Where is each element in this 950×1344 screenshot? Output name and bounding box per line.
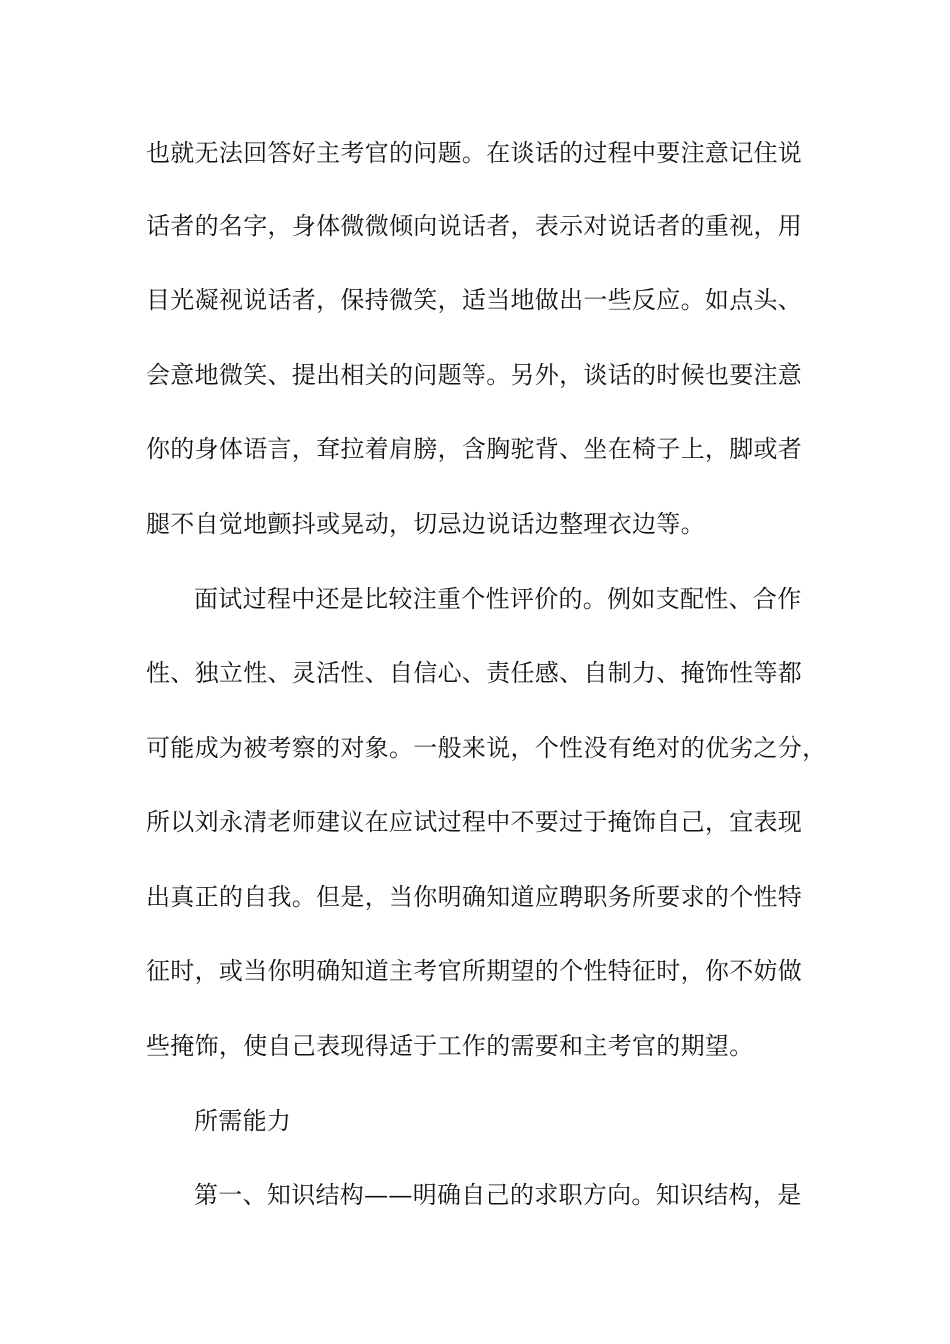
paragraph-line: 出真正的自我。但是，当你明确知道应聘职务所要求的个性特 bbox=[146, 883, 803, 911]
paragraph-line: 也就无法回答好主考官的问题。在谈话的过程中要注意记住说 bbox=[146, 139, 803, 167]
paragraph-line: 目光凝视说话者，保持微笑，适当地做出一些反应。如点头、 bbox=[146, 286, 803, 314]
paragraph-line: 征时，或当你明确知道主考官所期望的个性特征时，你不妨做 bbox=[146, 957, 803, 985]
paragraph-line: 话者的名字，身体微微倾向说话者，表示对说话者的重视，用 bbox=[146, 212, 803, 240]
paragraph-first-line: 第一、知识结构——明确自己的求职方向。知识结构，是 bbox=[194, 1181, 802, 1209]
paragraph-line: 腿不自觉地颤抖或晃动，切忌边说话边整理衣边等。 bbox=[146, 510, 705, 538]
section-heading: 所需能力 bbox=[194, 1107, 292, 1135]
paragraph-line: 你的身体语言，耷拉着肩膀，含胸驼背、坐在椅子上，脚或者 bbox=[146, 435, 803, 463]
paragraph-line: 会意地微笑、提出相关的问题等。另外，谈话的时候也要注意 bbox=[146, 361, 803, 389]
paragraph-line: 所以刘永清老师建议在应试过程中不要过于掩饰自己，宜表现 bbox=[146, 808, 803, 836]
paragraph-line: 性、独立性、灵活性、自信心、责任感、自制力、掩饰性等都 bbox=[146, 659, 803, 687]
paragraph-first-line: 面试过程中还是比较注重个性评价的。例如支配性、合作 bbox=[194, 585, 802, 613]
paragraph-line: 可能成为被考察的对象。一般来说，个性没有绝对的优劣之分， bbox=[146, 734, 827, 762]
paragraph-line: 些掩饰，使自己表现得适于工作的需要和主考官的期望。 bbox=[146, 1032, 754, 1060]
